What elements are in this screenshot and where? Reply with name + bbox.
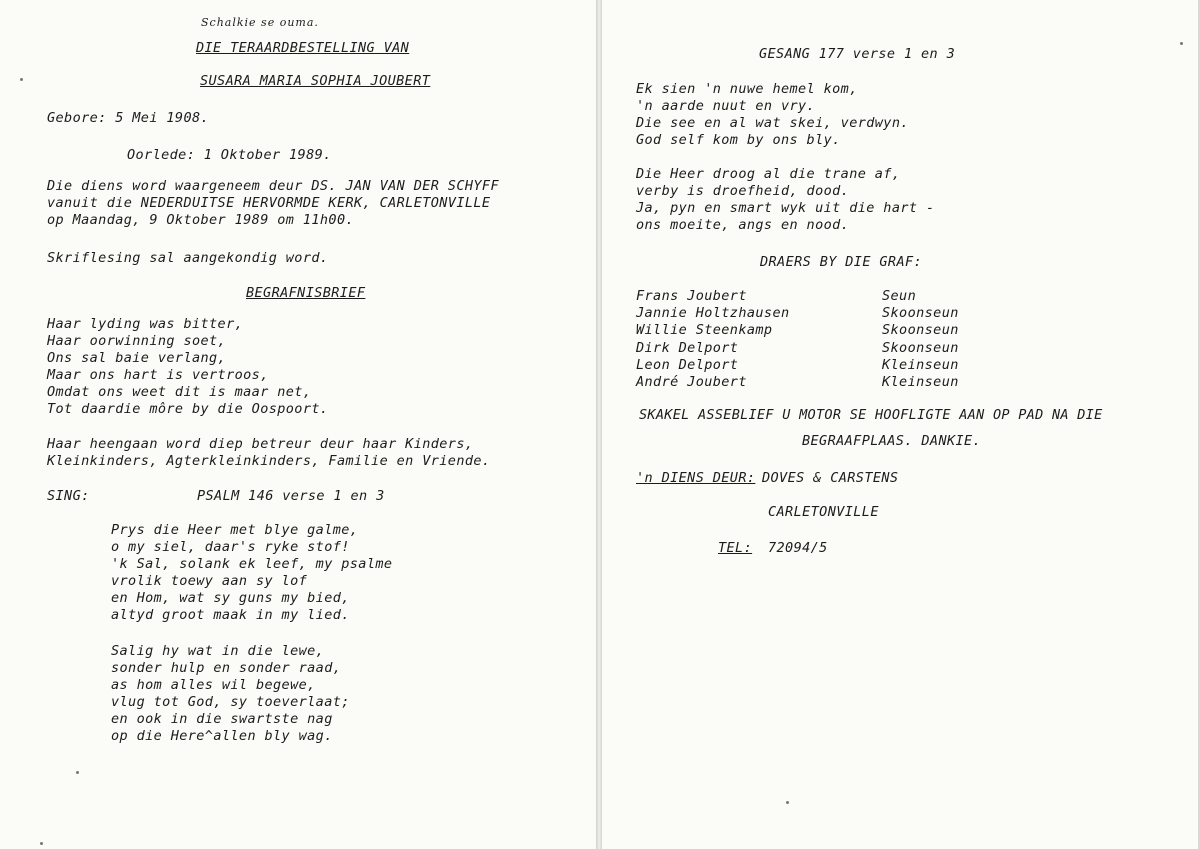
bearer-row (636, 305, 976, 322)
bearer-row (636, 340, 976, 357)
bearers-heading: DRAERS BY DIE GRAF: (760, 254, 923, 270)
headlights-notice-end: BEGRAAFPLAAS. DANKIE. (802, 433, 982, 449)
service-line: op Maandag, 9 Oktober 1989 om 11h00. (47, 212, 354, 228)
headlights-notice: SKAKEL ASSEBLIEF U MOTOR SE HOOFLIGTE AAN OP PAD NA DIE (639, 407, 1103, 423)
psalm-line: op die Here^allen bly wag. (111, 728, 333, 744)
psalm-line: Prys die Heer met blye galme, (111, 522, 359, 538)
hymn-line: Die Heer droog al die trane af, (636, 166, 901, 182)
bearer-relation: Skoonseun (882, 305, 959, 322)
left-page (0, 0, 596, 849)
psalm-line: en Hom, wat sy guns my bied, (111, 590, 350, 606)
hymn-line: verby is droefheid, dood. (636, 183, 850, 199)
paper-speck (786, 801, 789, 804)
bearer-name: Frans Joubert (636, 288, 747, 304)
birth-date: Gebore: 5 Mei 1908. (47, 110, 210, 126)
psalm-line: o my siel, daar's ryke stof! (111, 539, 350, 555)
psalm-line: vrolik toewy aan sy lof (111, 573, 308, 589)
poem-line: Haar lyding was bitter, (47, 316, 244, 332)
bearer-name: Willie Steenkamp (636, 322, 773, 339)
hymn-line: Die see en al wat skei, verdwyn. (636, 115, 909, 131)
bearer-row (636, 357, 976, 374)
sing-label: SING: (47, 488, 90, 504)
hymn-reference: GESANG 177 verse 1 en 3 (759, 46, 956, 62)
poem-line: Maar ons hart is vertroos, (47, 367, 269, 383)
psalm-line: en ook in die swartste nag (111, 711, 333, 727)
paper-speck (20, 78, 23, 81)
handwritten-note: Schalkie se ouma. (201, 16, 319, 29)
bearer-row (636, 288, 976, 305)
poem-line: Tot daardie môre by die Oospoort. (47, 401, 329, 417)
psalm-line: sonder hulp en sonder raad, (111, 660, 342, 676)
psalm-line: as hom alles wil begewe, (111, 677, 316, 693)
document-title: DIE TERAARDBESTELLING VAN (196, 40, 410, 56)
psalm-line: vlug tot God, sy toeverlaat; (111, 694, 350, 710)
poem-line: Ons sal baie verlang, (47, 350, 227, 366)
service-by-label: 'n DIENS DEUR: (636, 470, 756, 486)
right-page (602, 0, 1198, 849)
bearer-relation: Kleinseun (882, 373, 959, 390)
mourners-line: Haar heengaan word diep betreur deur haar Kinders, (47, 436, 474, 452)
letter-heading: BEGRAFNISBRIEF (246, 285, 366, 301)
psalm-line: Salig hy wat in die lewe, (111, 643, 325, 659)
bearer-row (636, 374, 976, 391)
mourners-line: Kleinkinders, Agterkleinkinders, Familie en Vriende. (47, 453, 491, 469)
bearers-list (636, 288, 976, 391)
hymn-line: Ek sien 'n nuwe hemel kom, (636, 81, 858, 97)
bearer-name: Dirk Delport (636, 339, 739, 356)
bearer-name: Leon Delport (636, 356, 739, 373)
hymn-line: Ja, pyn en smart wyk uit die hart - (636, 200, 935, 216)
bearer-relation: Skoonseun (882, 322, 959, 339)
deceased-name: SUSARA MARIA SOPHIA JOUBERT (200, 73, 431, 89)
psalm-line: 'k Sal, solank ek leef, my psalme (111, 556, 393, 572)
poem-line: Omdat ons weet dit is maar net, (47, 384, 312, 400)
scripture-note: Skriflesing sal aangekondig word. (47, 250, 329, 266)
hymn-line: 'n aarde nuut en vry. (636, 98, 816, 114)
phone-label: TEL: (718, 540, 753, 556)
bearer-name: André Joubert (636, 373, 747, 390)
poem-line: Haar oorwinning soet, (47, 333, 227, 349)
bearer-name: Jannie Holtzhausen (636, 305, 790, 322)
psalm-reference: PSALM 146 verse 1 en 3 (197, 488, 385, 504)
service-line: Die diens word waargeneem deur DS. JAN VAN DER SCHYFF (47, 178, 499, 194)
paper-speck (76, 771, 79, 774)
paper-speck (1180, 42, 1183, 45)
bearer-relation: Skoonseun (882, 339, 959, 356)
hymn-line: ons moeite, angs en nood. (636, 217, 850, 233)
paper-speck (40, 842, 43, 845)
bearer-relation: Kleinseun (882, 356, 959, 373)
hymn-line: God self kom by ons bly. (636, 132, 841, 148)
psalm-line: altyd groot maak in my lied. (111, 607, 350, 623)
phone-number: 72094/5 (768, 540, 828, 556)
undertaker-town: CARLETONVILLE (768, 504, 879, 520)
bearer-row (636, 322, 976, 339)
service-line: vanuit die NEDERDUITSE HERVORMDE KERK, CARLETONVILLE (47, 195, 491, 211)
bearer-relation: Seun (882, 288, 917, 304)
undertaker-name: DOVES & CARSTENS (762, 470, 899, 486)
death-date: Oorlede: 1 Oktober 1989. (127, 147, 332, 163)
